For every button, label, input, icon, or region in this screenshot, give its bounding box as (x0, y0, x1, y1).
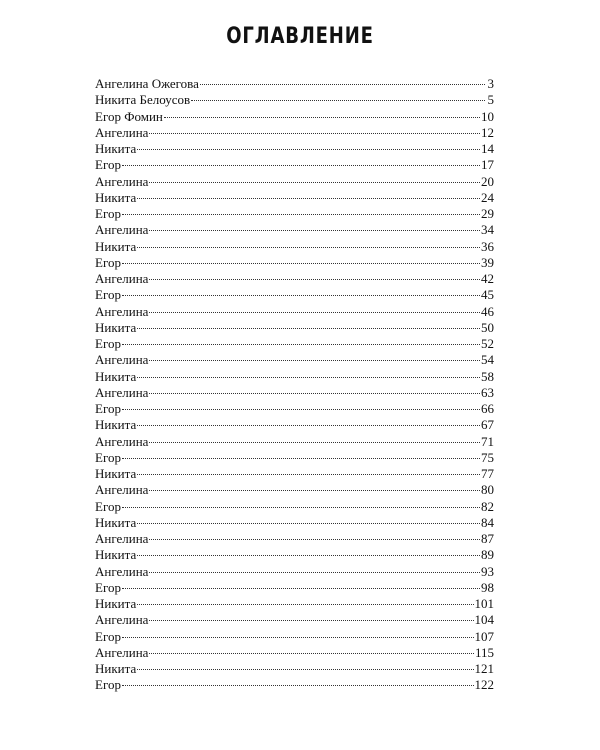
dot-leader (137, 474, 480, 475)
dot-leader (122, 214, 480, 215)
toc-entry-title: Никита Белоусов (95, 92, 191, 108)
dot-leader (122, 263, 480, 264)
dot-leader (137, 198, 480, 199)
toc-entry (95, 304, 494, 320)
toc-entry-page-number: 12 (481, 124, 494, 140)
toc-entry (95, 336, 494, 352)
toc-entry-title: Ангелина (95, 563, 149, 579)
dot-leader (149, 539, 480, 540)
toc-entry-page-number: 20 (481, 173, 494, 189)
toc-entry (95, 271, 494, 287)
toc-entry (95, 109, 494, 125)
dot-leader (122, 165, 480, 166)
toc-entry-title: Егор (95, 677, 121, 693)
dot-leader (191, 100, 485, 101)
toc-entry (95, 434, 494, 450)
toc-entry (95, 612, 494, 628)
toc-entry (95, 515, 494, 531)
toc-entry-page-number: 80 (481, 482, 494, 498)
toc-entry (95, 547, 494, 563)
toc-entry-title: Егор (95, 254, 121, 270)
toc-entry-title: Егор (95, 449, 121, 465)
dot-leader (137, 377, 480, 378)
dot-leader (122, 637, 474, 638)
toc-entry (95, 450, 494, 466)
dot-leader (122, 685, 474, 686)
toc-entry-title: Ангелина (95, 482, 149, 498)
dot-leader (137, 149, 480, 150)
toc-entry-page-number: 121 (474, 661, 494, 676)
toc-entry-title: Егор (95, 498, 121, 514)
dot-leader (149, 653, 474, 654)
toc-entry-title: Никита (95, 368, 137, 384)
toc-entry-page-number: 67 (481, 417, 494, 433)
toc-entry-page-number: 10 (481, 108, 494, 124)
toc-entry-title: Егор (95, 628, 121, 644)
toc-entry (95, 401, 494, 417)
toc-entry-title: Егор (95, 206, 121, 221)
toc-entry-page-number: 54 (481, 352, 494, 368)
toc-entry-title: Ангелина (95, 173, 149, 189)
toc-entry-title: Егор (95, 336, 121, 351)
dot-leader (137, 669, 473, 670)
toc-entry (95, 564, 494, 580)
toc-entry-page-number: 14 (481, 141, 494, 156)
toc-entry-title: Егор Фомин (95, 108, 163, 124)
toc-entry-title: Ангелина (95, 644, 149, 660)
toc-entry (95, 320, 494, 336)
toc-entry-page-number: 77 (481, 466, 494, 481)
dot-leader (122, 409, 480, 410)
toc-entry (95, 466, 494, 482)
toc-entry-title: Никита (95, 547, 137, 563)
toc-entry-page-number: 122 (474, 677, 494, 693)
toc-entry-page-number: 98 (481, 579, 494, 595)
toc-entry (95, 239, 494, 255)
dot-leader (137, 247, 480, 248)
toc-entry-title: Ангелина (95, 612, 149, 628)
toc-entry-title: Ангелина Ожегова (95, 76, 199, 91)
dot-leader (149, 360, 480, 361)
dot-leader (137, 604, 473, 605)
toc-entry-page-number: 52 (481, 336, 494, 351)
toc-entry-title: Ангелина (95, 531, 149, 546)
dot-leader (149, 279, 480, 280)
toc-entry-page-number: 45 (481, 287, 494, 303)
dot-leader (149, 182, 480, 183)
dot-leader (149, 312, 480, 313)
toc-entry-page-number: 42 (481, 271, 494, 286)
toc-entry-title: Никита (95, 319, 137, 335)
toc-entry-title: Егор (95, 287, 121, 303)
toc-entry (95, 580, 494, 596)
table-of-contents (95, 76, 494, 694)
toc-entry-title: Ангелина (95, 303, 149, 319)
toc-entry-page-number: 39 (481, 254, 494, 270)
dot-leader (149, 442, 480, 443)
toc-entry-page-number: 17 (481, 157, 494, 173)
toc-entry-page-number: 101 (474, 596, 494, 611)
toc-entry-page-number: 75 (481, 449, 494, 465)
toc-entry-page-number: 3 (487, 76, 494, 91)
toc-entry-title: Егор (95, 579, 121, 595)
toc-entry-title: Ангелина (95, 271, 149, 286)
dot-leader (200, 84, 485, 85)
dot-leader (149, 490, 480, 491)
toc-entry-page-number: 34 (481, 222, 494, 238)
dot-leader (122, 344, 480, 345)
toc-entry (95, 677, 494, 693)
toc-entry-title: Никита (95, 238, 137, 254)
dot-leader (149, 572, 480, 573)
toc-entry (95, 417, 494, 433)
toc-entry (95, 222, 494, 238)
toc-entry (95, 141, 494, 157)
toc-entry-title: Никита (95, 417, 137, 433)
toc-entry-title: Никита (95, 661, 137, 676)
toc-entry (95, 661, 494, 677)
toc-entry-page-number: 5 (487, 92, 494, 108)
dot-leader (137, 425, 480, 426)
dot-leader (122, 458, 480, 459)
toc-entry (95, 287, 494, 303)
toc-entry-page-number: 29 (481, 206, 494, 221)
toc-entry (95, 76, 494, 92)
toc-entry (95, 190, 494, 206)
toc-entry-title: Никита (95, 514, 137, 530)
toc-entry-page-number: 84 (481, 514, 494, 530)
toc-entry-title: Никита (95, 141, 137, 156)
toc-entry-page-number: 46 (481, 303, 494, 319)
page-title: ОГЛАВЛЕНИЕ (226, 24, 374, 49)
toc-entry-title: Никита (95, 466, 137, 481)
toc-entry (95, 125, 494, 141)
dot-leader (122, 295, 480, 296)
toc-entry (95, 531, 494, 547)
toc-entry (95, 369, 494, 385)
toc-entry (95, 645, 494, 661)
toc-entry (95, 174, 494, 190)
toc-entry-page-number: 71 (481, 433, 494, 449)
toc-entry-page-number: 93 (481, 563, 494, 579)
toc-entry-title: Ангелина (95, 222, 149, 238)
dot-leader (137, 555, 480, 556)
toc-entry (95, 352, 494, 368)
toc-entry (95, 499, 494, 515)
toc-entry (95, 482, 494, 498)
toc-entry-page-number: 50 (481, 319, 494, 335)
toc-entry-page-number: 87 (481, 531, 494, 546)
toc-entry-page-number: 89 (481, 547, 494, 563)
toc-entry-title: Ангелина (95, 352, 149, 368)
toc-entry-page-number: 24 (481, 189, 494, 205)
toc-entry (95, 385, 494, 401)
toc-entry (95, 92, 494, 108)
dot-leader (149, 393, 480, 394)
dot-leader (164, 117, 480, 118)
dot-leader (149, 230, 480, 231)
dot-leader (149, 133, 480, 134)
toc-entry-page-number: 63 (481, 384, 494, 400)
toc-entry (95, 629, 494, 645)
dot-leader (137, 328, 480, 329)
toc-entry-page-number: 107 (474, 628, 494, 644)
toc-entry (95, 596, 494, 612)
toc-entry (95, 157, 494, 173)
toc-entry (95, 255, 494, 271)
toc-entry-title: Егор (95, 157, 121, 173)
toc-entry-title: Ангелина (95, 384, 149, 400)
toc-entry-page-number: 115 (474, 644, 494, 660)
dot-leader (122, 507, 480, 508)
toc-entry-page-number: 58 (481, 368, 494, 384)
toc-entry-title: Ангелина (95, 124, 149, 140)
dot-leader (149, 620, 473, 621)
toc-entry-title: Никита (95, 189, 137, 205)
toc-entry (95, 206, 494, 222)
toc-entry-page-number: 104 (474, 612, 494, 628)
toc-entry-title: Никита (95, 596, 137, 611)
toc-entry-page-number: 82 (481, 498, 494, 514)
dot-leader (137, 523, 480, 524)
toc-entry-page-number: 36 (481, 238, 494, 254)
dot-leader (122, 588, 480, 589)
toc-entry-title: Егор (95, 401, 121, 416)
toc-entry-page-number: 66 (481, 401, 494, 416)
toc-entry-title: Ангелина (95, 433, 149, 449)
